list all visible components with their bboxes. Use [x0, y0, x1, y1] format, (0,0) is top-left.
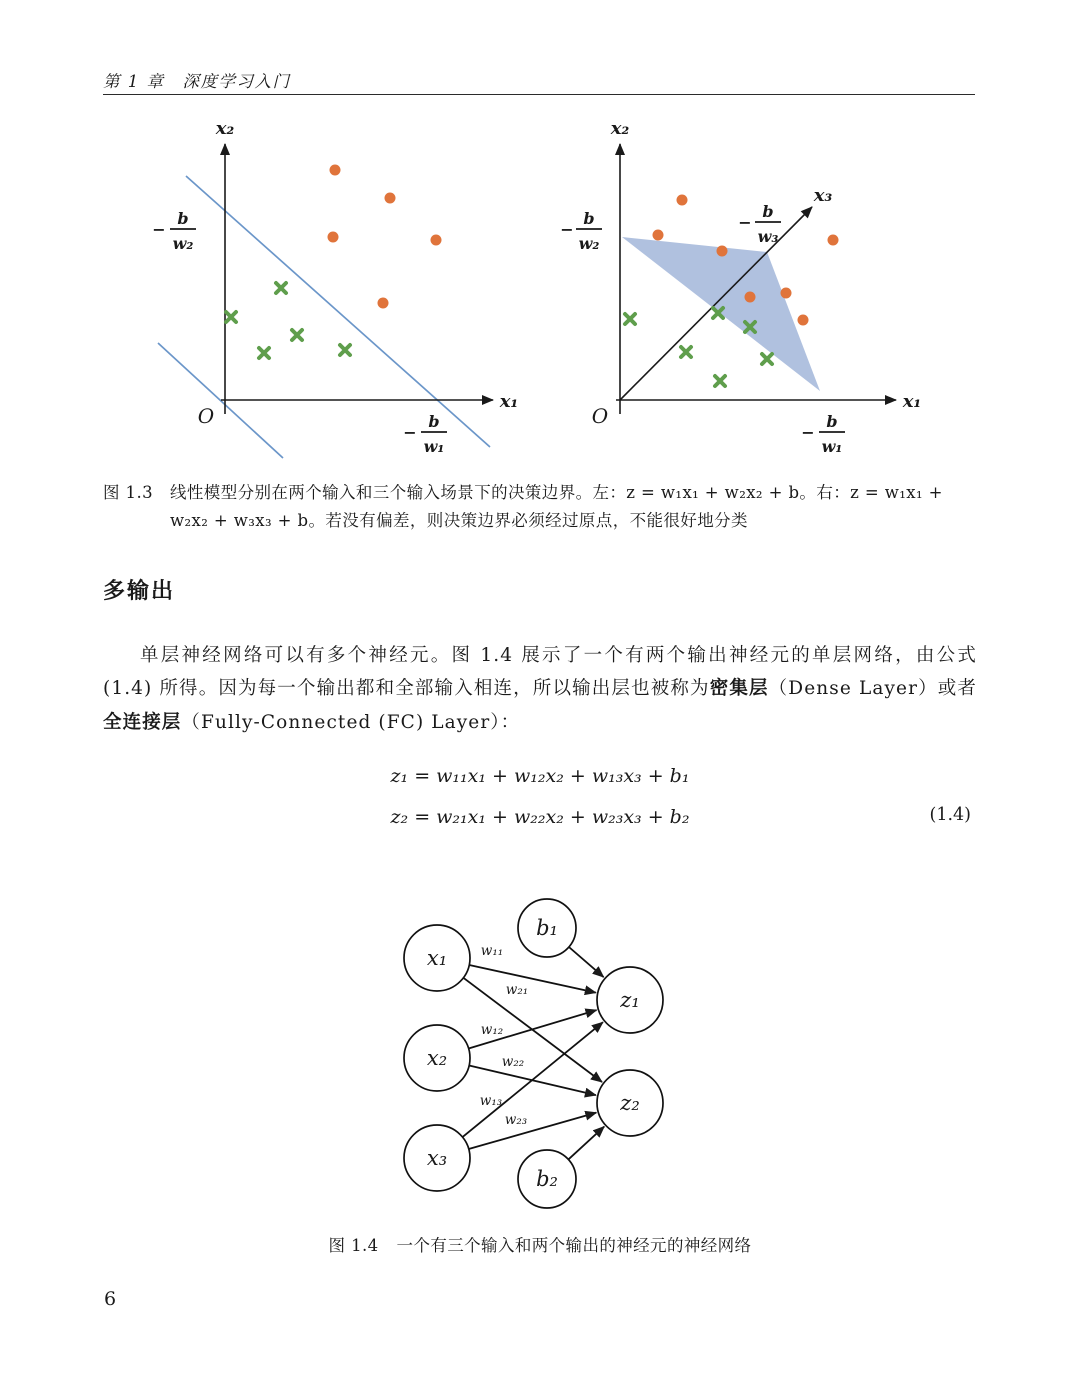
svg-text:b: b [583, 209, 595, 228]
weight-label-x1-z1: w₁₁ [480, 943, 504, 959]
edge-x3-z1 [463, 1022, 603, 1137]
class-orange-point [798, 315, 809, 326]
neuron-label-z2: z₂ [620, 1091, 640, 1115]
class-orange-point [653, 230, 664, 241]
body-paragraph [103, 639, 977, 739]
x-axis-label: x₁ [902, 391, 922, 412]
edge-b2-z2 [568, 1127, 604, 1160]
svg-text:−: − [403, 423, 417, 442]
class-orange-point [677, 195, 688, 206]
svg-text:b: b [826, 412, 838, 431]
class-orange-point [330, 165, 341, 176]
svg-text:w₂: w₂ [172, 234, 194, 253]
chapter-header: 第 1 章 深度学习入门 [103, 72, 291, 91]
neuron-label-x2: x₂ [426, 1046, 448, 1070]
class-green-x-marker [259, 348, 269, 358]
class-orange-point [431, 235, 442, 246]
figure14-caption-label: 图 1.4 [328, 1236, 379, 1255]
svg-text:w₂: w₂ [578, 234, 600, 253]
svg-text:b: b [762, 202, 774, 221]
z-intercept-label [738, 202, 781, 246]
y-axis-label: x₂ [610, 118, 630, 139]
y-axis-label: x₂ [215, 118, 235, 139]
y-intercept-label [560, 209, 602, 253]
bold-term: 密集层 [709, 678, 769, 700]
equation-block [103, 756, 977, 837]
neuron-label-x3: x₃ [426, 1146, 448, 1170]
x-intercept-label [801, 412, 845, 456]
weight-label-x3-z1: w₁₃ [479, 1093, 503, 1109]
z-axis-label: x₃ [813, 185, 833, 206]
class-orange-point [378, 298, 389, 309]
bold-term: 全连接层 [103, 711, 182, 733]
figure14-caption [0, 1232, 1080, 1256]
edge-x3-z2 [469, 1113, 597, 1149]
neuron-label-x1: x₁ [426, 946, 448, 970]
class-green-x-marker [762, 354, 772, 364]
class-green-x-marker [292, 330, 302, 340]
weight-label-x2-z1: w₁₂ [480, 1022, 504, 1038]
svg-text:w₁: w₁ [423, 437, 445, 456]
class-orange-point [745, 292, 756, 303]
weight-label-x3-z2: w₂₃ [504, 1112, 528, 1128]
svg-text:−: − [801, 423, 815, 442]
page-number: 6 [104, 1288, 117, 1310]
network-layer [404, 899, 663, 1208]
header-rule [103, 94, 975, 95]
class-orange-point [717, 246, 728, 257]
svg-text:w₃: w₃ [757, 227, 779, 246]
neuron-label-b1: b₁ [536, 916, 558, 940]
figure13-caption [103, 479, 979, 535]
svg-text:w₁: w₁ [821, 437, 843, 456]
paragraph-text: 单层神经网络可以有多个神经元。图 1.4 展示了一个有两个输出神经元的单层网络，由公式 (1.4) 所得。因为每一个输出都和全部输入相连，所以输出层也被称为 [103, 645, 977, 700]
neuron-label-b2: b₂ [536, 1167, 558, 1191]
class-green-x-marker [681, 347, 691, 357]
figure14-caption-text: 一个有三个输入和两个输出的神经元的神经网络 [396, 1236, 752, 1255]
x-intercept-label [403, 412, 447, 456]
weight-label-x2-z2: w₂₂ [501, 1054, 525, 1070]
figure13-left-plot [95, 118, 535, 470]
class-orange-point [781, 288, 792, 299]
y-intercept-label [152, 209, 196, 253]
svg-text:−: − [152, 220, 166, 239]
x-axis-label: x₁ [499, 391, 519, 412]
origin-label: O [591, 404, 609, 428]
weight-label-x1-z2: w₂₁ [505, 982, 529, 998]
figure13-right-plot [560, 118, 1010, 470]
class-orange-point [385, 193, 396, 204]
edge-b1-z1 [569, 947, 604, 977]
decision-boundary-line [186, 176, 490, 447]
paragraph-text: （Dense Layer）或者 [768, 678, 977, 700]
left-points-layer [226, 165, 442, 359]
class-green-x-marker [715, 376, 725, 386]
equation-number: (1.4) [929, 805, 971, 825]
origin-label: O [197, 404, 215, 428]
neuron-label-z1: z₁ [620, 988, 640, 1012]
equation-line-1: z₁ = w₁₁x₁ + w₁₂x₂ + w₁₃x₃ + b₁ [390, 765, 690, 787]
figure14-network-diagram [350, 878, 740, 1230]
svg-text:b: b [177, 209, 189, 228]
class-orange-point [828, 235, 839, 246]
figure13-caption-text: 线性模型分别在两个输入和三个输入场景下的决策边界。左：z = w₁x₁ + w₂x₂ + b。右：z = w₁x₁ + w₂x₂ + w₃x₃ + b。若没有偏差，则决策边界必须经过原点，不能很好地分类 [170, 483, 943, 531]
svg-text:b: b [428, 412, 440, 431]
class-orange-point [328, 232, 339, 243]
edge-x1-z1 [469, 965, 596, 993]
section-heading: 多输出 [103, 578, 176, 603]
class-green-x-marker [340, 345, 350, 355]
svg-text:−: − [560, 220, 574, 239]
svg-text:−: − [738, 213, 752, 232]
class-green-x-marker [625, 314, 635, 324]
equation-line-2: z₂ = w₂₁x₁ + w₂₂x₂ + w₂₃x₃ + b₂ [390, 805, 690, 828]
figure13-caption-label: 图 1.3 [103, 483, 153, 502]
class-green-x-marker [276, 283, 286, 293]
class-green-x-marker [226, 312, 236, 322]
paragraph-text: （Fully-Connected (FC) Layer）： [181, 711, 521, 733]
